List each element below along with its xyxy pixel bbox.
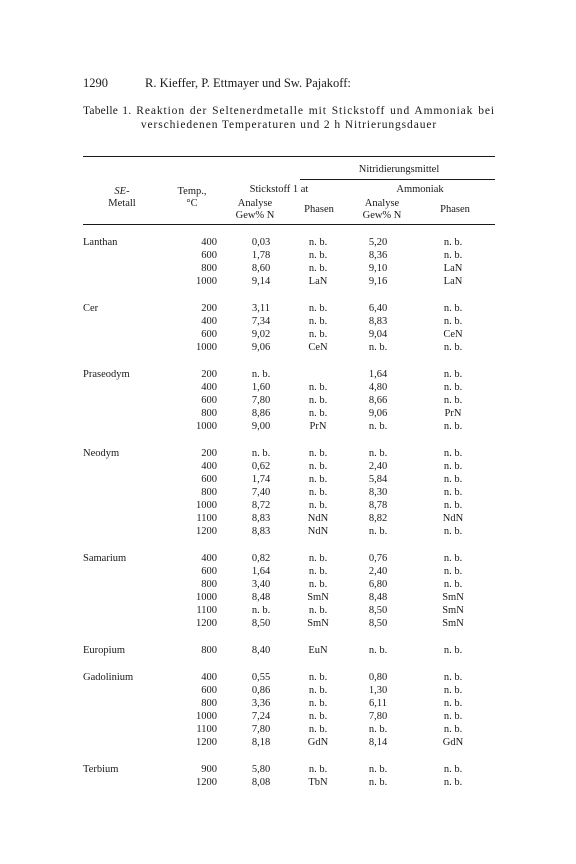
group-spacer bbox=[83, 630, 495, 644]
nh3-phase-cell: n. b. bbox=[443, 671, 463, 683]
temp-cell: 1200 bbox=[196, 526, 217, 538]
nh3-phase-cell: n. b. bbox=[443, 381, 463, 393]
table-row bbox=[83, 420, 495, 433]
table-row bbox=[83, 697, 495, 710]
table-row bbox=[83, 684, 495, 697]
n2-phase-cell bbox=[287, 368, 349, 381]
table-row bbox=[83, 341, 495, 354]
temp-cell: 600 bbox=[201, 473, 217, 485]
nh3-phase-cell: n. b. bbox=[443, 763, 463, 775]
temp-cell: 1100 bbox=[196, 723, 217, 735]
n2-analyse-cell: n. b. bbox=[251, 368, 271, 380]
nh3-analyse-cell: 8,83 bbox=[368, 315, 388, 327]
temp-cell: 600 bbox=[201, 394, 217, 406]
n2-analyse-cell: n. b. bbox=[251, 605, 271, 617]
n2-analyse-cell: 7,24 bbox=[251, 710, 271, 722]
n2-phase-cell: EuN bbox=[308, 644, 328, 656]
data-table bbox=[83, 236, 495, 789]
temp-cell: 800 bbox=[201, 408, 217, 420]
table-row bbox=[83, 249, 495, 262]
metal-cell: Cer bbox=[83, 302, 99, 314]
table-row bbox=[83, 578, 495, 591]
nh3-phase-cell: CeN bbox=[443, 329, 463, 341]
metal-cell bbox=[83, 275, 165, 288]
table-row bbox=[83, 776, 495, 789]
table-row bbox=[83, 723, 495, 736]
temp-cell: 400 bbox=[201, 381, 217, 393]
spacer-cell bbox=[83, 630, 495, 644]
temp-cell: 400 bbox=[201, 671, 217, 683]
temp-cell: 1000 bbox=[196, 592, 217, 604]
table-row bbox=[83, 460, 495, 473]
metal-cell: Terbium bbox=[83, 763, 119, 775]
metal-cell bbox=[83, 512, 165, 525]
temp-cell: 900 bbox=[201, 763, 217, 775]
n2-analyse-cell: 7,80 bbox=[251, 723, 271, 735]
table-row bbox=[83, 381, 495, 394]
table-row bbox=[83, 644, 495, 657]
metal-cell: Europium bbox=[83, 644, 125, 656]
table-row bbox=[83, 328, 495, 341]
n2-analyse-cell: 3,40 bbox=[251, 579, 271, 591]
group-spacer bbox=[83, 354, 495, 368]
table-row bbox=[83, 407, 495, 420]
metal-cell bbox=[83, 736, 165, 749]
nh3-analyse-cell: 9,04 bbox=[368, 329, 388, 341]
n2-phase-cell: n. b. bbox=[308, 394, 328, 406]
n2-analyse-cell: 8,60 bbox=[251, 263, 271, 275]
nh3-analyse-cell: 6,11 bbox=[369, 697, 387, 709]
nh3-phase-cell: SmN bbox=[442, 618, 464, 630]
nh3-phase-cell: n. b. bbox=[443, 237, 463, 248]
n2-analyse-cell: 3,36 bbox=[251, 697, 271, 709]
temp-cell: 200 bbox=[201, 447, 217, 459]
nh3-analyse-cell: n. b. bbox=[368, 342, 388, 354]
nh3-analyse-cell: 7,80 bbox=[368, 710, 388, 722]
nh3-phase-cell: n. b. bbox=[443, 487, 463, 498]
n2-phase-cell: n. b. bbox=[308, 552, 328, 564]
table-row bbox=[83, 591, 495, 604]
n2-analyse-cell: 1,64 bbox=[251, 565, 271, 577]
temp-cell: 1000 bbox=[196, 500, 217, 512]
table-row bbox=[83, 473, 495, 486]
nh3-analyse-cell: 0,76 bbox=[368, 552, 388, 564]
table-row bbox=[83, 486, 495, 499]
n2-phase-cell: n. b. bbox=[308, 671, 328, 683]
table-row bbox=[83, 552, 495, 565]
n2-phase-cell: n. b. bbox=[308, 329, 328, 341]
nh3-analyse-cell: 8,48 bbox=[368, 592, 388, 604]
metal-cell bbox=[83, 381, 165, 394]
table-header-rule bbox=[83, 224, 495, 225]
n2-phase-cell: n. b. bbox=[308, 723, 328, 735]
n2-phase-cell: SmN bbox=[307, 618, 329, 630]
n2-analyse-cell: 8,48 bbox=[251, 592, 271, 604]
page-number: 1290 bbox=[83, 76, 108, 90]
n2-analyse-cell: 9,02 bbox=[251, 329, 271, 341]
metal-cell bbox=[83, 394, 165, 407]
nh3-analyse-cell: 8,82 bbox=[368, 513, 388, 525]
temp-cell: 200 bbox=[201, 368, 217, 380]
nh3-phase-cell: n. b. bbox=[443, 684, 463, 696]
nh3-phase-cell: LaN bbox=[443, 276, 463, 288]
nh3-analyse-cell: n. b. bbox=[368, 421, 388, 433]
n2-phase-cell: n. b. bbox=[308, 487, 328, 498]
group-spacer bbox=[83, 288, 495, 302]
nh3-analyse-cell: 9,10 bbox=[368, 263, 388, 275]
table-row bbox=[83, 671, 495, 684]
table-row bbox=[83, 447, 495, 460]
n2-phase-cell: n. b. bbox=[308, 579, 328, 591]
table-row bbox=[83, 763, 495, 776]
table-row bbox=[83, 525, 495, 538]
metal-cell bbox=[83, 473, 165, 486]
n2-analyse-cell: 0,82 bbox=[251, 552, 271, 564]
table-row bbox=[83, 710, 495, 723]
table-row bbox=[83, 302, 495, 315]
metal-cell bbox=[83, 460, 165, 473]
nh3-analyse-cell: 4,80 bbox=[368, 381, 388, 393]
n2-phase-cell: n. b. bbox=[308, 697, 328, 709]
nh3-analyse-cell: 8,66 bbox=[368, 394, 388, 406]
nh3-phase-cell: n. b. bbox=[443, 250, 463, 262]
spacer-cell bbox=[83, 657, 495, 671]
n2-phase-cell: n. b. bbox=[308, 408, 328, 420]
nh3-analyse-cell: 6,80 bbox=[368, 579, 388, 591]
temp-cell: 1000 bbox=[196, 421, 217, 433]
nh3-phase-cell: n. b. bbox=[443, 644, 463, 656]
metal-cell: Samarium bbox=[83, 552, 127, 564]
nh3-phase-cell: n. b. bbox=[443, 394, 463, 406]
temp-cell: 600 bbox=[201, 565, 217, 577]
n2-phase-cell: NdN bbox=[307, 513, 329, 525]
group-spacer bbox=[83, 657, 495, 671]
nh3-analyse-cell: 6,40 bbox=[368, 302, 388, 314]
header-nh3-analyse-line1: Analyse bbox=[364, 198, 400, 209]
nh3-phase-cell: n. b. bbox=[443, 723, 463, 735]
n2-phase-cell: SmN bbox=[307, 592, 329, 604]
n2-phase-cell: GdN bbox=[307, 737, 329, 748]
nh3-analyse-cell: 8,14 bbox=[368, 737, 388, 748]
temp-cell: 800 bbox=[201, 487, 217, 498]
table-row bbox=[83, 604, 495, 617]
temp-cell: 1000 bbox=[196, 276, 217, 288]
table-row bbox=[83, 315, 495, 328]
nh3-phase-cell: PrN bbox=[444, 408, 462, 420]
metal-cell bbox=[83, 525, 165, 538]
header-ammoniak: Ammoniak bbox=[396, 184, 444, 195]
header-nh3-phasen: Phasen bbox=[440, 204, 470, 215]
group-spacer bbox=[83, 749, 495, 763]
metal-cell bbox=[83, 499, 165, 512]
temp-cell: 800 bbox=[201, 697, 217, 709]
nh3-phase-cell: SmN bbox=[442, 592, 464, 604]
nh3-analyse-cell: 8,36 bbox=[368, 250, 388, 262]
header-temp-line1: Temp., bbox=[177, 186, 207, 197]
n2-analyse-cell: 8,40 bbox=[251, 644, 271, 656]
nh3-analyse-cell: n. b. bbox=[368, 526, 388, 538]
temp-cell: 600 bbox=[201, 329, 217, 341]
n2-analyse-cell: 1,74 bbox=[251, 473, 271, 485]
n2-analyse-cell: 3,11 bbox=[252, 302, 270, 314]
n2-phase-cell: n. b. bbox=[308, 565, 328, 577]
temp-cell: 200 bbox=[201, 302, 217, 314]
nh3-phase-cell: n. b. bbox=[443, 710, 463, 722]
nh3-analyse-cell: 8,50 bbox=[368, 618, 388, 630]
temp-cell: 1100 bbox=[196, 513, 217, 525]
table-row bbox=[83, 617, 495, 630]
table-top-rule bbox=[83, 156, 495, 157]
n2-phase-cell: n. b. bbox=[308, 684, 328, 696]
metal-cell bbox=[83, 617, 165, 630]
n2-analyse-cell: 0,62 bbox=[251, 460, 271, 472]
metal-cell bbox=[83, 486, 165, 499]
header-n2-analyse-line1: Analyse bbox=[237, 198, 273, 209]
temp-cell: 400 bbox=[201, 552, 217, 564]
n2-analyse-cell: 8,50 bbox=[251, 618, 271, 630]
header-nh3-analyse-line2: Gew% N bbox=[362, 210, 402, 221]
n2-analyse-cell: 8,08 bbox=[251, 776, 271, 788]
nh3-analyse-cell: 5,20 bbox=[368, 237, 388, 248]
nh3-phase-cell: SmN bbox=[442, 605, 464, 617]
temp-cell: 1200 bbox=[196, 618, 217, 630]
nh3-analyse-cell: 1,30 bbox=[368, 684, 388, 696]
nh3-phase-cell: n. b. bbox=[443, 460, 463, 472]
table-row bbox=[83, 512, 495, 525]
metal-cell: Gadolinium bbox=[83, 671, 134, 683]
table-caption-lead: Tabelle 1. bbox=[83, 105, 132, 117]
table-row bbox=[83, 499, 495, 512]
nh3-analyse-cell: 2,40 bbox=[368, 565, 388, 577]
n2-analyse-cell: 0,55 bbox=[251, 671, 271, 683]
metal-cell bbox=[83, 249, 165, 262]
nh3-analyse-cell: 5,84 bbox=[368, 473, 388, 485]
temp-cell: 1100 bbox=[196, 605, 217, 617]
n2-analyse-cell: 7,40 bbox=[251, 487, 271, 498]
header-group-rule bbox=[300, 179, 495, 180]
metal-cell bbox=[83, 591, 165, 604]
spacer-cell bbox=[83, 749, 495, 763]
n2-phase-cell: n. b. bbox=[308, 763, 328, 775]
n2-analyse-cell: 5,80 bbox=[251, 763, 271, 775]
n2-analyse-cell: 9,14 bbox=[251, 276, 271, 288]
n2-analyse-cell: 9,00 bbox=[251, 421, 271, 433]
nh3-phase-cell: n. b. bbox=[443, 421, 463, 433]
nh3-phase-cell: n. b. bbox=[443, 368, 463, 380]
spacer-cell bbox=[83, 538, 495, 552]
table-row bbox=[83, 368, 495, 381]
nh3-analyse-cell: 9,16 bbox=[368, 276, 388, 288]
n2-phase-cell: n. b. bbox=[308, 460, 328, 472]
temp-cell: 400 bbox=[201, 315, 217, 327]
temp-cell: 1200 bbox=[196, 737, 217, 748]
n2-analyse-cell: 8,72 bbox=[251, 500, 271, 512]
nh3-analyse-cell: n. b. bbox=[368, 723, 388, 735]
nh3-phase-cell: GdN bbox=[442, 737, 464, 748]
nh3-analyse-cell: n. b. bbox=[368, 763, 388, 775]
table-row bbox=[83, 275, 495, 288]
metal-cell: Praseodym bbox=[83, 368, 130, 380]
n2-phase-cell: n. b. bbox=[308, 263, 328, 275]
temp-cell: 800 bbox=[201, 644, 217, 656]
spacer-cell bbox=[83, 288, 495, 302]
nh3-phase-cell: NdN bbox=[442, 513, 464, 525]
metal-cell bbox=[83, 604, 165, 617]
spacer-cell bbox=[83, 354, 495, 368]
n2-phase-cell: n. b. bbox=[308, 381, 328, 393]
nh3-analyse-cell: 1,64 bbox=[368, 368, 388, 380]
nh3-phase-cell: n. b. bbox=[443, 579, 463, 591]
metal-cell: Lanthan bbox=[83, 237, 118, 248]
spacer-cell bbox=[83, 433, 495, 447]
nh3-analyse-cell: 8,50 bbox=[368, 605, 388, 617]
n2-analyse-cell: 8,18 bbox=[251, 737, 271, 748]
metal-cell bbox=[83, 565, 165, 578]
n2-phase-cell: n. b. bbox=[308, 237, 328, 248]
metal-cell bbox=[83, 328, 165, 341]
metal-cell bbox=[83, 407, 165, 420]
table-row bbox=[83, 262, 495, 275]
n2-analyse-cell: 7,34 bbox=[251, 315, 271, 327]
running-title: R. Kieffer, P. Ettmayer und Sw. Pajakoff: bbox=[145, 76, 351, 90]
n2-analyse-cell: 0,03 bbox=[251, 237, 271, 248]
nh3-phase-cell: n. b. bbox=[443, 565, 463, 577]
nh3-phase-cell: n. b. bbox=[443, 447, 463, 459]
nh3-analyse-cell: n. b. bbox=[368, 776, 388, 788]
metal-cell: Neodym bbox=[83, 447, 120, 459]
n2-phase-cell: TbN bbox=[308, 776, 328, 788]
temp-cell: 400 bbox=[201, 460, 217, 472]
n2-phase-cell: n. b. bbox=[308, 473, 328, 485]
group-spacer bbox=[83, 433, 495, 447]
header-n2-analyse-line2: Gew% N bbox=[235, 210, 275, 221]
table-row bbox=[83, 565, 495, 578]
nh3-phase-cell: n. b. bbox=[443, 526, 463, 538]
nh3-analyse-cell: 8,78 bbox=[368, 500, 388, 512]
n2-analyse-cell: 1,60 bbox=[251, 381, 271, 393]
temp-cell: 800 bbox=[201, 263, 217, 275]
n2-analyse-cell: n. b. bbox=[251, 447, 271, 459]
metal-cell bbox=[83, 315, 165, 328]
nh3-analyse-cell: 8,30 bbox=[368, 487, 388, 498]
nh3-phase-cell: n. b. bbox=[443, 776, 463, 788]
n2-analyse-cell: 0,86 bbox=[251, 684, 271, 696]
header-nitridierungsmittel: Nitridierungsmittel bbox=[358, 164, 440, 175]
metal-cell bbox=[83, 710, 165, 723]
temp-cell: 1000 bbox=[196, 710, 217, 722]
n2-phase-cell: n. b. bbox=[308, 302, 328, 314]
n2-phase-cell: n. b. bbox=[308, 315, 328, 327]
n2-analyse-cell: 8,83 bbox=[251, 526, 271, 538]
nh3-phase-cell: n. b. bbox=[443, 552, 463, 564]
metal-cell bbox=[83, 420, 165, 433]
nh3-analyse-cell: 2,40 bbox=[368, 460, 388, 472]
n2-phase-cell: PrN bbox=[309, 421, 327, 433]
nh3-analyse-cell: 0,80 bbox=[368, 671, 388, 683]
temp-cell: 400 bbox=[201, 237, 217, 248]
header-metal-line2: Metall bbox=[108, 198, 136, 209]
nh3-phase-cell: n. b. bbox=[443, 697, 463, 709]
nh3-analyse-cell: 9,06 bbox=[368, 408, 388, 420]
header-temp-line2: °C bbox=[186, 198, 198, 209]
metal-cell bbox=[83, 578, 165, 591]
n2-phase-cell: LaN bbox=[308, 276, 328, 288]
metal-cell bbox=[83, 341, 165, 354]
nh3-phase-cell: n. b. bbox=[443, 315, 463, 327]
table-caption-text: Reaktion der Seltenerdmetalle mit Stickstoff und Ammoniak bei verschiedenen Temperaturen und 2 h Nitrierungsdauer bbox=[136, 105, 495, 131]
temp-cell: 800 bbox=[201, 579, 217, 591]
n2-phase-cell: n. b. bbox=[308, 710, 328, 722]
metal-cell bbox=[83, 697, 165, 710]
running-header bbox=[83, 76, 503, 91]
header-n2-phasen: Phasen bbox=[304, 204, 334, 215]
header-stickstoff: Stickstoff 1 at bbox=[249, 184, 309, 195]
nh3-analyse-cell: n. b. bbox=[368, 447, 388, 459]
n2-analyse-cell: 8,83 bbox=[251, 513, 271, 525]
n2-phase-cell: n. b. bbox=[308, 605, 328, 617]
table-row bbox=[83, 236, 495, 249]
group-spacer bbox=[83, 538, 495, 552]
metal-cell bbox=[83, 262, 165, 275]
nh3-phase-cell: LaN bbox=[443, 263, 463, 275]
table-caption bbox=[83, 104, 495, 132]
n2-phase-cell: n. b. bbox=[308, 500, 328, 512]
n2-analyse-cell: 7,80 bbox=[251, 394, 271, 406]
n2-analyse-cell: 9,06 bbox=[251, 342, 271, 354]
table-row bbox=[83, 736, 495, 749]
temp-cell: 600 bbox=[201, 250, 217, 262]
n2-analyse-cell: 1,78 bbox=[251, 250, 271, 262]
header-metal-line1: SE- bbox=[114, 186, 130, 197]
nh3-phase-cell: n. b. bbox=[443, 473, 463, 485]
nh3-phase-cell: n. b. bbox=[443, 500, 463, 512]
metal-cell bbox=[83, 776, 165, 789]
n2-phase-cell: n. b. bbox=[308, 250, 328, 262]
temp-cell: 1000 bbox=[196, 342, 217, 354]
n2-analyse-cell: 8,86 bbox=[251, 408, 271, 420]
metal-cell bbox=[83, 684, 165, 697]
nh3-phase-cell: n. b. bbox=[443, 342, 463, 354]
nh3-analyse-cell: n. b. bbox=[368, 644, 388, 656]
metal-cell bbox=[83, 723, 165, 736]
n2-phase-cell: NdN bbox=[307, 526, 329, 538]
temp-cell: 1200 bbox=[196, 776, 217, 788]
table-row bbox=[83, 394, 495, 407]
temp-cell: 600 bbox=[201, 684, 217, 696]
n2-phase-cell: n. b. bbox=[308, 447, 328, 459]
nh3-phase-cell: n. b. bbox=[443, 302, 463, 314]
n2-phase-cell: CeN bbox=[308, 342, 328, 354]
